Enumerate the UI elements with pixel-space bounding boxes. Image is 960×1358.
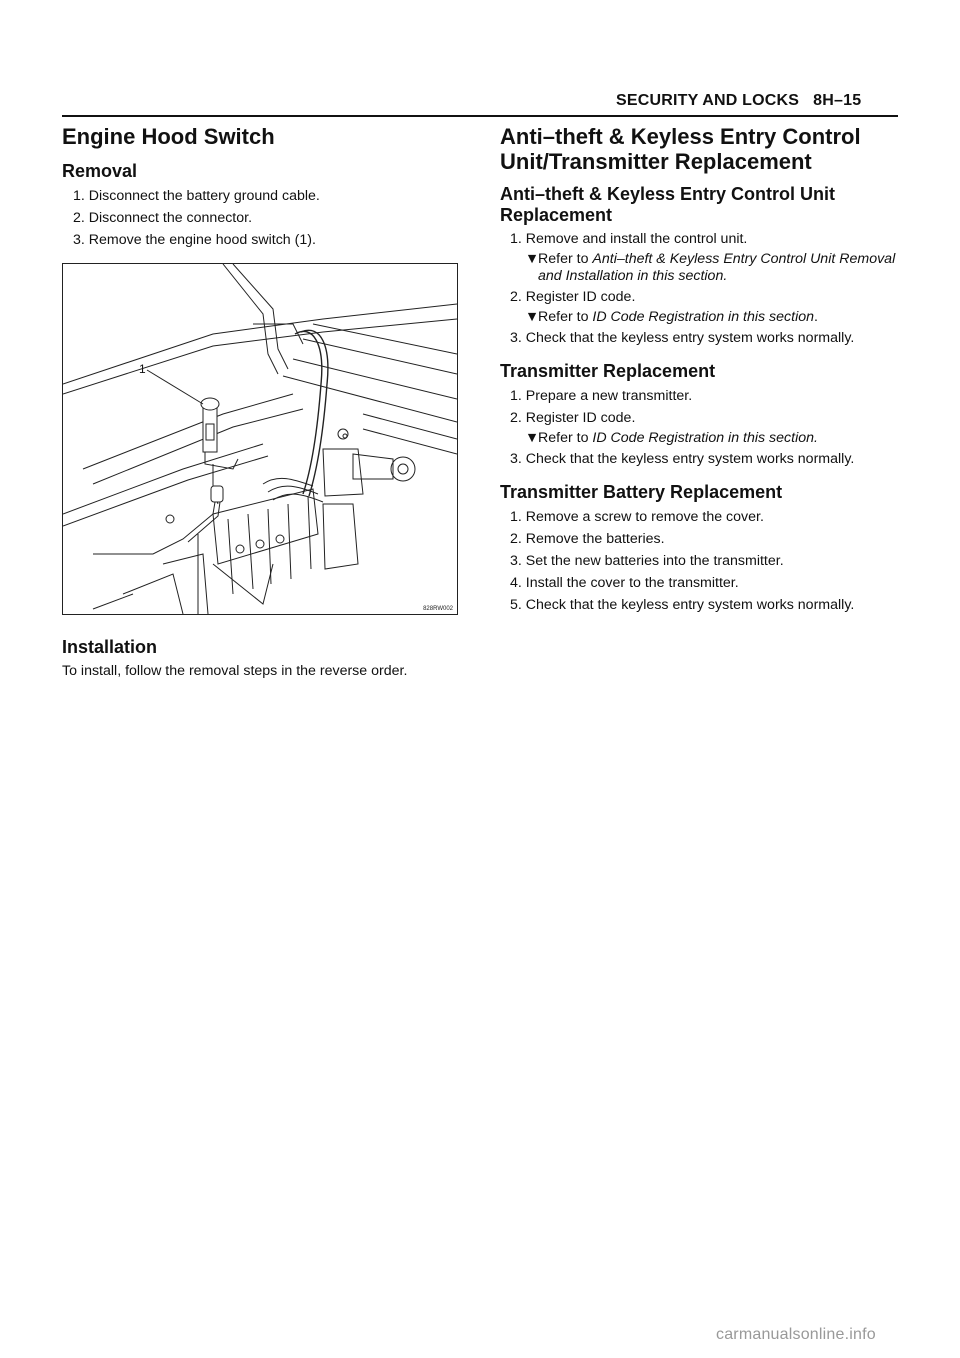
removal-step-1: 1. Disconnect the battery ground cable. bbox=[73, 188, 320, 204]
triangle-marker-icon: ▼ bbox=[525, 309, 540, 325]
ref-prefix: Refer to bbox=[538, 309, 589, 325]
battery-step-5: 5. Check that the keyless entry system works normally. bbox=[510, 597, 855, 613]
engine-hood-switch-illustration bbox=[62, 263, 458, 615]
watermark: carmanualsonline.info bbox=[716, 1326, 876, 1343]
figure-code: 828RW002 bbox=[423, 606, 453, 612]
ref-link-text: Anti–theft & Keyless Entry Control Unit Removal and Installation in this section. bbox=[538, 251, 896, 284]
transmitter-steps bbox=[500, 388, 900, 468]
removal-step-2: 2. Disconnect the connector. bbox=[73, 210, 253, 226]
section-title: SECURITY AND LOCKS bbox=[616, 92, 800, 109]
page-header bbox=[616, 92, 861, 110]
installation-heading: Installation bbox=[62, 637, 158, 657]
transmitter-ref bbox=[510, 430, 900, 447]
ref-prefix: Refer to bbox=[538, 251, 589, 267]
control-unit-step-2: 2. Register ID code. bbox=[510, 289, 636, 305]
removal-heading: Removal bbox=[62, 161, 138, 181]
anti-theft-title-line-1: Anti–theft & Keyless Entry Control bbox=[500, 124, 861, 149]
right-column bbox=[500, 124, 900, 614]
control-unit-ref-2 bbox=[510, 309, 900, 326]
anti-theft-title-line-2: Unit/Transmitter Replacement bbox=[500, 149, 812, 174]
ref-link-text: ID Code Registration in this section. bbox=[592, 430, 818, 446]
control-unit-heading-line-1: Anti–theft & Keyless Entry Control Unit bbox=[500, 184, 836, 204]
battery-step-1: 1. Remove a screw to remove the cover. bbox=[510, 509, 764, 525]
control-unit-ref-1 bbox=[510, 251, 900, 285]
engine-hood-switch-title: Engine Hood Switch bbox=[62, 124, 275, 149]
removal-steps bbox=[62, 188, 458, 249]
control-unit-step-1: 1. Remove and install the control unit. bbox=[510, 231, 748, 247]
left-column bbox=[62, 124, 458, 680]
transmitter-heading: Transmitter Replacement bbox=[500, 361, 716, 381]
installation-text: To install, follow the removal steps in the reverse order. bbox=[62, 663, 408, 679]
battery-steps bbox=[500, 509, 900, 614]
ref-link-text: ID Code Registration in this section bbox=[592, 309, 815, 325]
control-unit-step-3: 3. Check that the keyless entry system works normally. bbox=[510, 330, 855, 346]
transmitter-step-3: 3. Check that the keyless entry system works normally. bbox=[510, 451, 855, 467]
ref-suffix: . bbox=[814, 309, 818, 325]
control-unit-steps bbox=[500, 231, 900, 347]
battery-step-3: 3. Set the new batteries into the transmitter. bbox=[510, 553, 784, 569]
transmitter-step-2: 2. Register ID code. bbox=[510, 410, 636, 426]
battery-step-2: 2. Remove the batteries. bbox=[510, 531, 665, 547]
header-rule bbox=[62, 115, 898, 117]
triangle-marker-icon: ▼ bbox=[525, 251, 540, 267]
ref-prefix: Refer to bbox=[538, 430, 589, 446]
battery-heading: Transmitter Battery Replacement bbox=[500, 482, 783, 502]
page-number: 8H–15 bbox=[813, 92, 862, 109]
figure-callout-1: 1 bbox=[139, 362, 146, 376]
triangle-marker-icon: ▼ bbox=[525, 430, 540, 446]
removal-step-3: 3. Remove the engine hood switch (1). bbox=[73, 232, 316, 248]
battery-step-4: 4. Install the cover to the transmitter. bbox=[510, 575, 739, 591]
transmitter-step-1: 1. Prepare a new transmitter. bbox=[510, 388, 693, 404]
control-unit-heading-line-2: Replacement bbox=[500, 205, 613, 225]
